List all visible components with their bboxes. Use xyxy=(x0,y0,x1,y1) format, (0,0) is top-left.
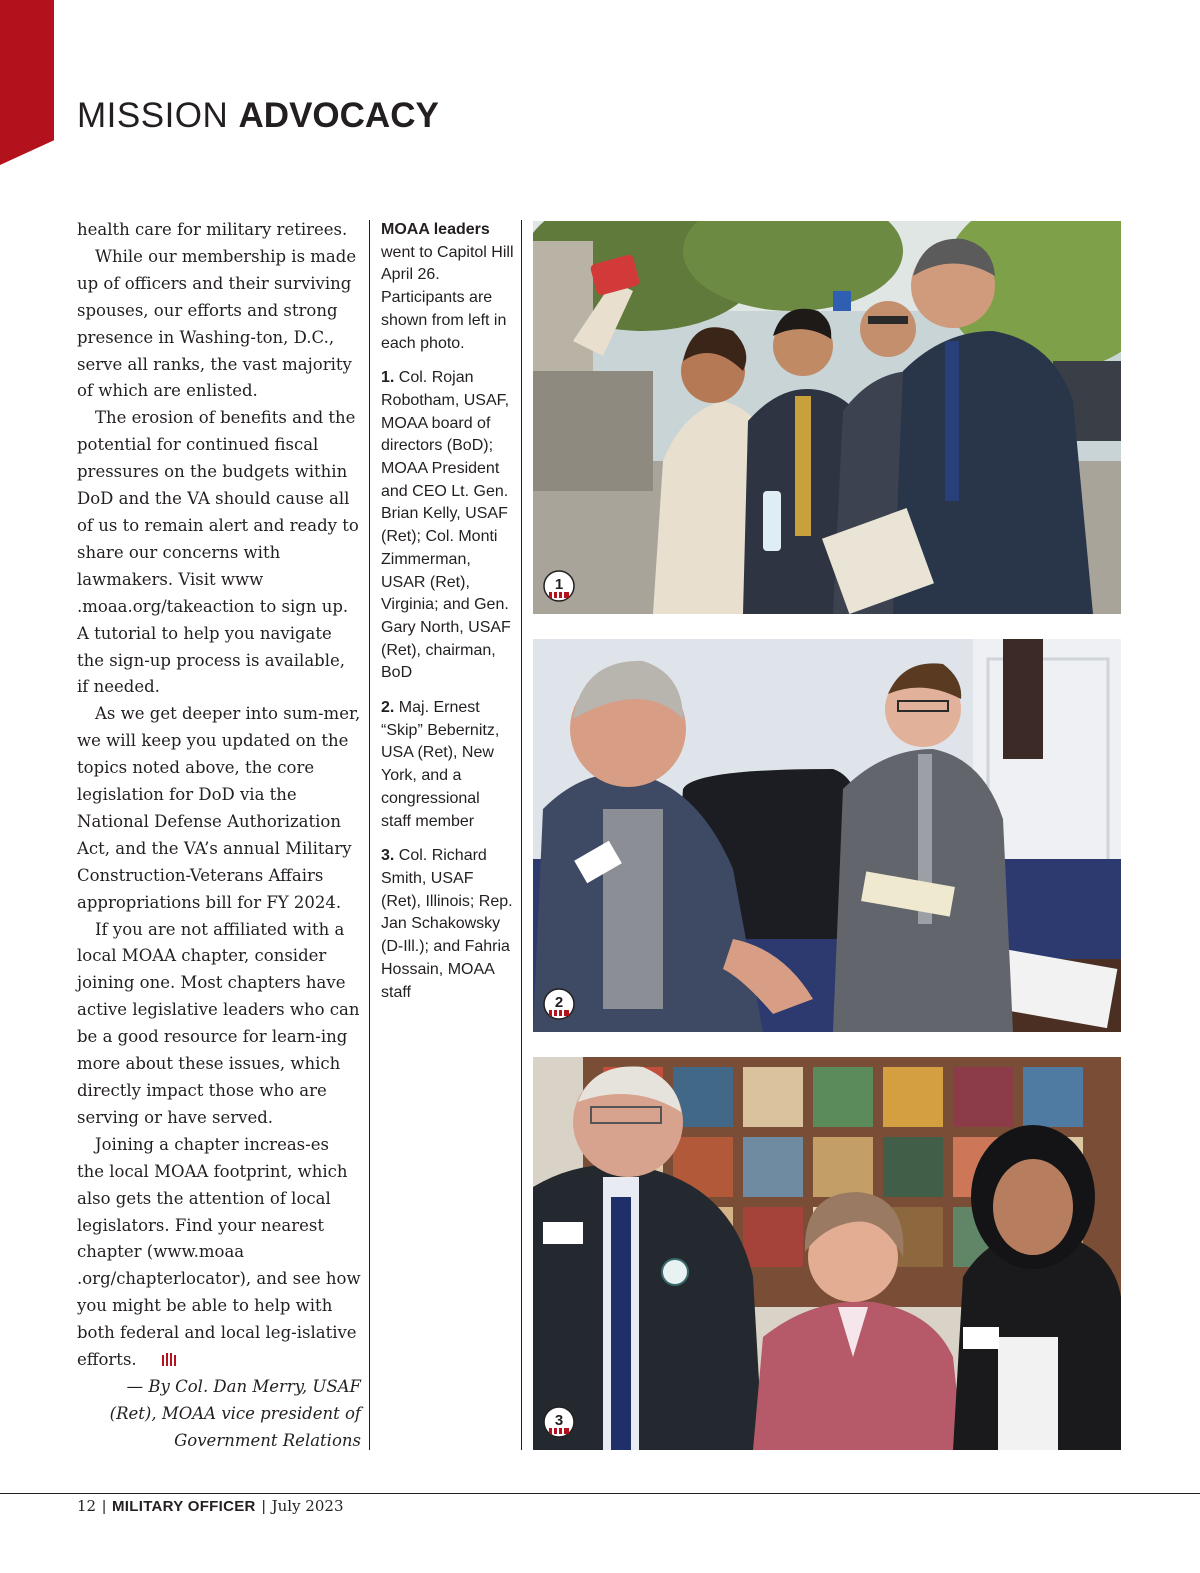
photo-captions xyxy=(381,219,514,1016)
footer-separator: | xyxy=(102,1498,106,1515)
caption-1 xyxy=(381,367,514,685)
moaa-end-mark-icon xyxy=(144,1348,160,1361)
caption-text: Col. Rojan Robotham, USAF, MOAA board of directors (BoD); MOAA President and CEO Lt. Gen. Brian Kelly, USAF (Ret); Col. Monti Zimmerman, USAR (Ret), Virginia; and Gen. Gary North, USAF (Ret), chairman, BoD xyxy=(381,369,511,682)
photo-number-label: 1 xyxy=(554,576,564,593)
caption-2 xyxy=(381,697,514,833)
footer-divider xyxy=(0,1493,1200,1494)
article-paragraph-text: Joining a chapter increas-es the local MOAA footprint, which also gets the attention of local legislators. Find your nearest chapter (www.moaa .org/chapterlocator), and see how you might be able to help with both federal and local leg-islative efforts. xyxy=(77,1134,361,1370)
article-paragraph: health care for military retirees. xyxy=(77,220,348,239)
issue-date: July 2023 xyxy=(271,1497,344,1515)
photo-number-label: 2 xyxy=(554,994,564,1011)
article-byline: — By Col. Dan Merry, USAF (Ret), MOAA vice president of Government Relations xyxy=(109,1376,361,1450)
footer-separator: | xyxy=(261,1498,266,1515)
caption-number: 3. xyxy=(381,847,395,865)
photo-capitol-hill-group xyxy=(533,221,1121,614)
caption-intro-bold: MOAA leaders xyxy=(381,221,490,238)
photo-number-badge xyxy=(543,570,575,604)
section-header-bold: ADVOCACY xyxy=(238,96,439,135)
section-header xyxy=(77,96,439,136)
article-paragraph: The erosion of benefits and the potential for continued fiscal pressures on the budgets within DoD and the VA should cause all of us to remain alert and ready to share our concerns with lawmakers. Visit www .moaa.org/takeaction to sign up. A tutorial to help you navigate the sign-up process is available, if needed. xyxy=(77,408,359,697)
page-number: 12 xyxy=(77,1497,97,1515)
article-paragraph-final xyxy=(77,1132,361,1374)
column-divider xyxy=(369,220,370,1450)
page-footer xyxy=(77,1497,343,1516)
article-paragraph: As we get deeper into sum-mer, we will keep you updated on the topics noted above, the core legislation for DoD via the National Defense Authorization Act, and the VA’s annual Military Construction-Veterans Affairs appropriations bill for FY 2024. xyxy=(77,704,361,912)
photo-quilt-group xyxy=(533,1057,1121,1450)
article-body xyxy=(77,217,361,1455)
column-divider xyxy=(521,220,522,1450)
photo-number-badge xyxy=(543,988,575,1022)
caption-number: 1. xyxy=(381,369,395,387)
article-paragraph: If you are not affiliated with a local MOAA chapter, consider joining one. Most chapters have active legislative leaders who can be a good resource for learn-ing more about these issues, which directly impact those who are serving or have served. xyxy=(77,919,360,1127)
magazine-name: MILITARY OFFICER xyxy=(112,1498,256,1515)
caption-text: Maj. Ernest “Skip” Bebernitz, USA (Ret), New York, and a congressional staff member xyxy=(381,699,500,830)
section-corner-tab xyxy=(0,0,54,165)
article-paragraph: While our membership is made up of officers and their surviving spouses, our efforts and strong presence in Washing-ton, D.C., serve all ranks, the vast majority of which are enlisted. xyxy=(77,246,357,401)
caption-text: Col. Richard Smith, USAF (Ret), Illinois; Rep. Jan Schakowsky (D-Ill.); and Fahria Hossain, MOAA staff xyxy=(381,847,513,1001)
caption-intro-text: went to Capitol Hill April 26. Participants are shown from left in each photo. xyxy=(381,243,514,352)
photo-number-badge xyxy=(543,1406,575,1440)
caption-number: 2. xyxy=(381,699,395,717)
caption-3 xyxy=(381,845,514,1004)
photo-number-label: 3 xyxy=(554,1412,564,1429)
photo-office-meeting xyxy=(533,639,1121,1032)
section-header-light: MISSION xyxy=(77,96,229,135)
caption-intro xyxy=(381,219,514,355)
